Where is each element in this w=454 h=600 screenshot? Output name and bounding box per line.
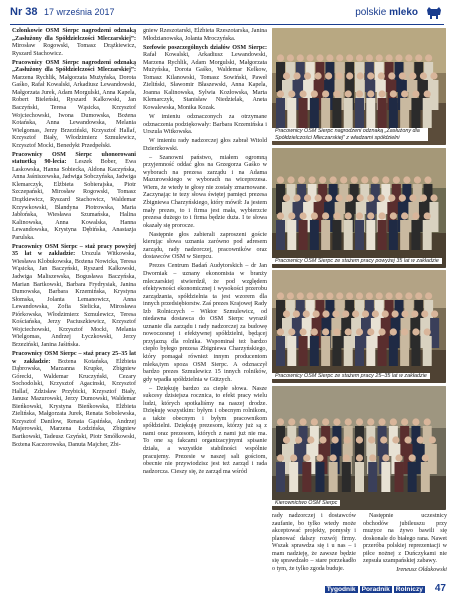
article-column-3 — [272, 513, 356, 575]
paragraph: Pracownicy OSM Sierpc – staż pracy 25–35 lat w zakładzie: Bożena Kotańska, Elżbieta Dąbrowska, Marzanna Krupke, Zbigniew Górecki, Waldemar Kruczyński, Cezary Sochodolski, Krzysztof Agacinski, Krzysztof Hallaf, Zdzisław Przybicki, Krzysztof Biały, Janusz Mazurowski, Jerzy Dumowski, Waldemar Bieńkowski, Krystyna Bieńkowska, Elżbieta Zielińska, Małgorzata Jurek, Renata Sobolewska, Krzysztof Danilow, Renata Gąsińska, Andrzej Majerowski, Marzena Łodzińska, Zbigniew Bartkowski, Tadeusz Gzyński, Piotr Smółkowski, Bożena Kaczorowska, Danuta Majcher, Zbi- — [12, 350, 137, 448]
header-rule — [10, 24, 444, 25]
article-column-4 — [363, 513, 447, 576]
section-brand: polskie mleko — [355, 7, 418, 18]
paragraph: W imieniu rady nadzorczej głos zabrał Witold Dzierżkowski. — [143, 138, 267, 152]
footer-logo-word: Rolniczy — [395, 586, 423, 593]
paragraph: Członkowie OSM Sierpc nagrodzeni odznaką „Zasłużony dla Spółdzielczości Mleczarskiej”: Mirosław Rogowski, Tomasz Drążkiewicz, Ryszard Stachowicz. — [12, 28, 136, 57]
paragraph: Pracownicy OSM Sierpc nagrodzeni odznaką „Zasłużony dla Spółdzielczości Mleczarskiej”: Marzena Rychlik, Małgorzata Mużyńska, Dorota Gaśko, Rafał Kowalski, Arkadiusz Lewandowski, Małgorzata Jurek, Adam Morgulski, Anna Kapela, Robert Bieleński, Ryszard Kalkowski, Jan Baczyński, Teresa Wąsicka, Krzysztof Wojciechowski, Iwona Dumowska, Bożena Kotańska, Anna Lewandowska, Melania Wielgomas, Jerzy Brzeziński, Krzysztof Hallaf, Krzysztof Biały, Włodzimierz Szmulewicz, Krzysztof Mocki, Benedykt Przedpełski. — [12, 59, 136, 149]
footer-logo-word: Poradnik — [361, 586, 390, 593]
paragraph: Następnie uczestnicy obchodów jubileuszu przy muzyce na żywo bawili się doskonale do białego rana. Nawet przeróba polskiej reprezentacji w piłce nożnej z Duńczykami nie zepsuła szampańskiej zabawy. — [363, 513, 447, 565]
paragraph: Pracownicy OSM Sierpc – staż pracy powyżej 35 lat w zakładzie: Urszula Witkowska, Wiesława Klobukowska, Bożena Nowicka, Teresa Wąsicka, Jan Baczyński, Ryszard Kalkowski, Jadwiga Maliszewska, Bogusława Baczyńska, Marian Bartkowski, Barbara Frydrysiak, Janina Dumowska, Barbara Krzemińska, Krystyna Słomska, Jolanta Lemanowicz, Anna Lewandowska, Zofia Sielicka, Mirosława Piórkowska, Włodzimierz Szmulewicz, Teresa Kościańska, Jerzy Paciuszkiewicz, Krzysztof Wojciechowski, Krzysztof Mocki, Melania Wielgomas, Andrzej Łyczkowski, Jerzy Brzeziński, Janina Jaśińska. — [12, 243, 136, 348]
paragraph: Następnie głos zabierali zaproszeni goście kierując słowa uznania zarówno pod adresem zarządu, rady nadzorczej, pracowników oraz dostawców OSM w Sierpcu. — [143, 231, 267, 261]
page-footer — [325, 583, 446, 594]
photo-awarded-employees — [272, 28, 446, 145]
photo-caption: Pracownicy OSM Sierpc ze stażem pracy 25–35 lat w zakładzie — [272, 373, 430, 379]
issue-date: 17 września 2017 — [44, 7, 115, 17]
footer-logo-word: Tygodnik — [326, 586, 356, 593]
paragraph: Prezes Centrum Badań Audytorskich – dr Jan Dworniak – uznany ekonomista w branży mleczarskiej stwierdził, że pod względem efektywności ekonomicznej i wysokości przerobu zarządzania, spółdzielnia ta jest wzorem dla innych przedsiębiorstw. Zaś prezes Krajowej Rady Izb Rolniczych – Wiktor Szmulewicz, od niedawna dostawca do OSM Sierpc wyraził uznanie dla zarządu i rady nadzorczej za budowę nowoczesnej i efektywnej spółdzielni, będącej przyjazną dla rolnika. Wspominał też bardzo ciepło byłego prezesa Zbigniewa Charzyńskiego, który pomagał również innym producentom mleka,tym spoza OSM Sierpc. A odznaczył bardzo prezes Szmulewicz 15 innych rolników, gdy wpadła spółdzielnia w Gützych. — [143, 263, 267, 383]
paragraph: Pracownicy OSM Sierpc uhonorowani statuetką 90-lecia: Leszek Bober, Ewa Laskowska, Hanna Sobiecka, Aldona Kaczyńska, Anna Jaśniszewska, Jadwiga Sobczyńska, Jadwiga Klemarczyk, Elżbieta Sobierajska, Piotr Szczepański, Mirosław Rogowski, Tomasz Drążkiewicz, Ryszard Stachowicz, Waldemar Krzywkowski, Blandyna Piotrowska, Maria Jabłońska, Wiesława Szumańska, Halina Kalinowska, Anna Kowalska, Hanna Lewandowska, Krystyna Dębińska, Anastazja Parulska. — [12, 151, 136, 241]
paragraph: W imieniu odznaczonych za otrzymane odznaczenia podziękowały: Barbara Krzemińska i Urszula Witkowska. — [143, 114, 267, 136]
photo-over-35-years — [272, 148, 446, 268]
photo-management — [272, 386, 446, 510]
photo-caption: Pracownicy OSM Sierpc ze stażem pracy powyżej 35 lat w zakładzie — [272, 258, 442, 264]
paragraph: gniew Rzeszotarski, Elżbieta Rzeszotarska, Janina Młodzianowska, Jolanta Mroczyńska. — [143, 28, 267, 42]
photo-caption: Kierownictwo OSM Sierpc — [272, 500, 340, 506]
photo-25-35-years — [272, 270, 446, 383]
page-header — [10, 6, 444, 22]
article-column-2 — [143, 28, 267, 478]
photo-caption: Pracownicy OSM Sierpc nagrodzeni odznaką „Zasłużony dla Spółdzielczości Mleczarskiej” z władzami spółdzielni — [272, 128, 428, 141]
article-column-1 — [12, 28, 136, 451]
paragraph: – Szanowni państwo, miałem ogromną przyjemność oddać głos na Grzegorza Gaśko w wyborach na prezesa zarządu i na Adama Mazurowskiego w wyborach na wiceprezesa. Wiem, że wtedy te głosy nie zostały zmarnowane. Zaczynając te tezy słowa świętej pamięci prezesa Zbigniewa Charzyńskiego, który mówił: Ja jestem mały prezes, to i firma jest mała, wybierzcie prezesa dużego to i firma będzie duża. I te słowa okazały się prorocze. — [143, 154, 267, 229]
author-signature: Ireneusz Ołdakowski — [396, 567, 447, 574]
paragraph: Szefowie poszczególnych działów OSM Sierpc: Rafał Kowalski, Arkadiusz Lewandowski, Marzena Rychlik, Adam Morgulski, Małgorzata Mużyńska, Dorota Gaśko, Waldemar Kelkow, Tomasz Kilanowski, Tomasz Sowiński, Paweł Zieliński, Sławomir Błaszewski, Anna Kapela, Joanna Kalinowska, Sylwia Kozłowska, Marta Klemarczyk, Stanisław Niedzielak, Aneta Kowalewska, Monika Kozak. — [143, 44, 267, 111]
paragraph: – Dziękuję bardzo za ciepłe słowa. Nasze sukcesy dzisiejsza rocznica, to efekt pracy wielu ludzi, których spotkaliśmy na naszej drodze. Dziękuję wszystkim: byłym i obecnym rolnikom, a także obecnym i byłym pracownikom spółdzielni. Dziękuję prezesom, którzy już są z nami oraz prezesom, których z nami już nie ma. To one są fakcami organizacyjnymi spisanie działa, a wszystkie stabilności wspólnie pracujemy. Prezesie w naszej sali gościom, obecnie nie przywiodzisz jest też zarząd i rada nadzorcza. Cieszy się, że zarząd ma wśród — [143, 385, 267, 475]
page-number: 47 — [434, 583, 446, 594]
paragraph: rady nadzorczej i dostawców zaufanie, bo tylko wtedy może akceptować projekty, pomysły i planować dalszy rozwój firmy. Wszak sprawdza się i u nas – i mam nadzieję, że zawsze będzie się sprawdzało – stare porzekadło o tym, że tylko zgoda buduje. — [272, 513, 356, 572]
cow-logo-icon — [424, 3, 444, 23]
issue-number: Nr 38 — [10, 6, 38, 18]
